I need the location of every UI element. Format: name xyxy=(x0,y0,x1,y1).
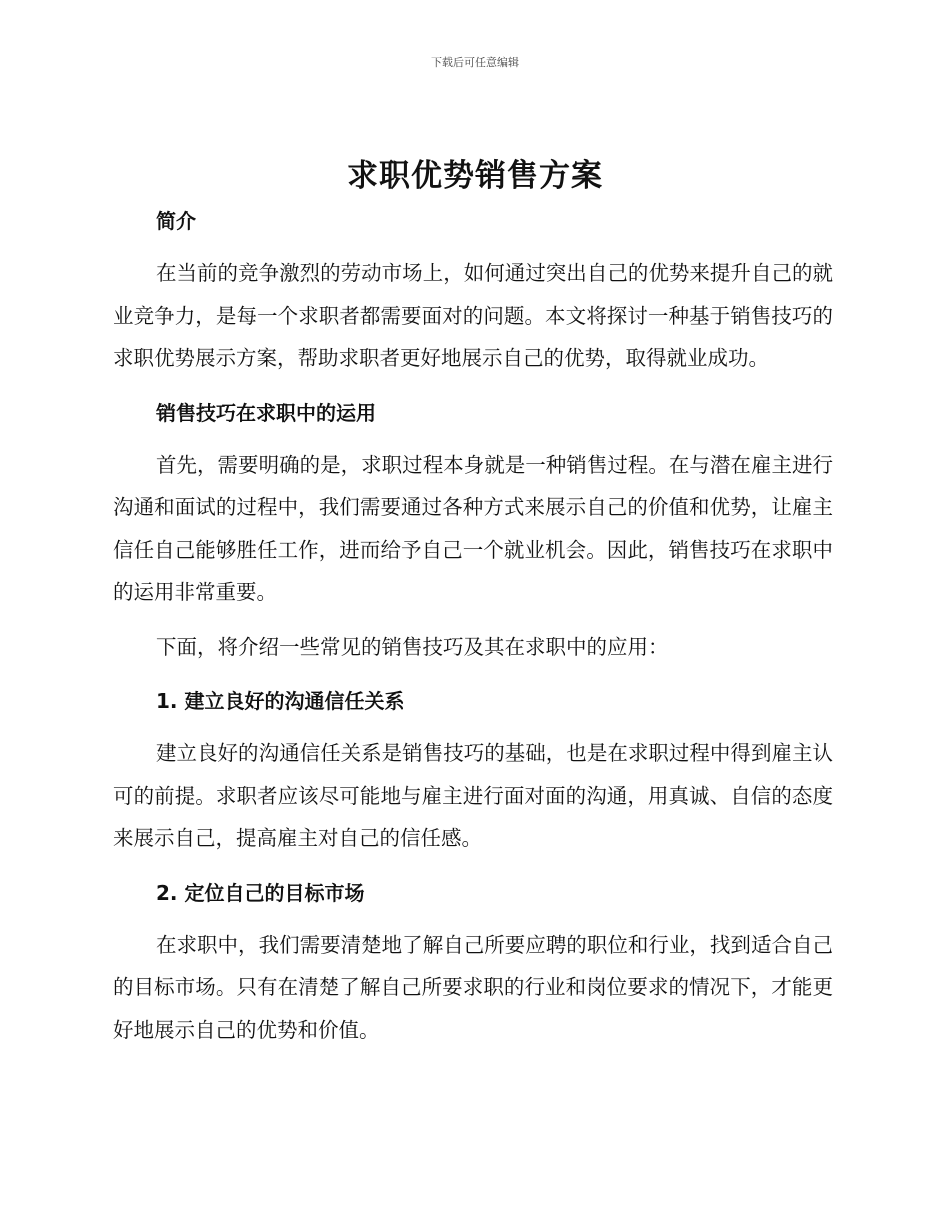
target-market-paragraph: 在求职中，我们需要清楚地了解自己所要应聘的职位和行业，找到适合自己的目标市场。只有在清楚了解自己所要求职的行业和岗位要求的情况下，才能更好地展示自己的优势和价值。 xyxy=(113,932,833,1042)
sales-skills-paragraph: 首先，需要明确的是，求职过程本身就是一种销售过程。在与潜在雇主进行沟通和面试的过程中，我们需要通过各种方式来展示自己的价值和优势，让雇主信任自己能够胜任工作，进而给予自己一个就业机会。因此，销售技巧在求职中的运用非常重要。 xyxy=(113,452,833,604)
header-note: 下载后可任意编辑 xyxy=(431,56,519,69)
trust-paragraph: 建立良好的沟通信任关系是销售技巧的基础，也是在求职过程中得到雇主认可的前提。求职者应该尽可能地与雇主进行面对面的沟通，用真诚、自信的态度来展示自己，提高雇主对自己的信任感。 xyxy=(113,741,833,850)
document-title: 求职优势销售方案 xyxy=(347,158,603,194)
section-heading-sales-skills: 销售技巧在求职中的运用 xyxy=(156,400,376,425)
section-heading-intro: 简介 xyxy=(156,209,196,233)
section-heading-target-market: 2. 定位自己的目标市场 xyxy=(156,880,365,905)
sales-skills-intro-list: 下面，将介绍一些常见的销售技巧及其在求职中的应用： xyxy=(156,634,669,659)
intro-paragraph: 在当前的竞争激烈的劳动市场上，如何通过突出自己的优势来提升自己的就业竞争力，是每一个求职者都需要面对的问题。本文将探讨一种基于销售技巧的求职优势展示方案，帮助求职者更好地展示自己的优势，取得就业成功。 xyxy=(113,261,833,370)
section-heading-trust: 1. 建立良好的沟通信任关系 xyxy=(156,689,405,713)
document-body xyxy=(113,200,833,1051)
